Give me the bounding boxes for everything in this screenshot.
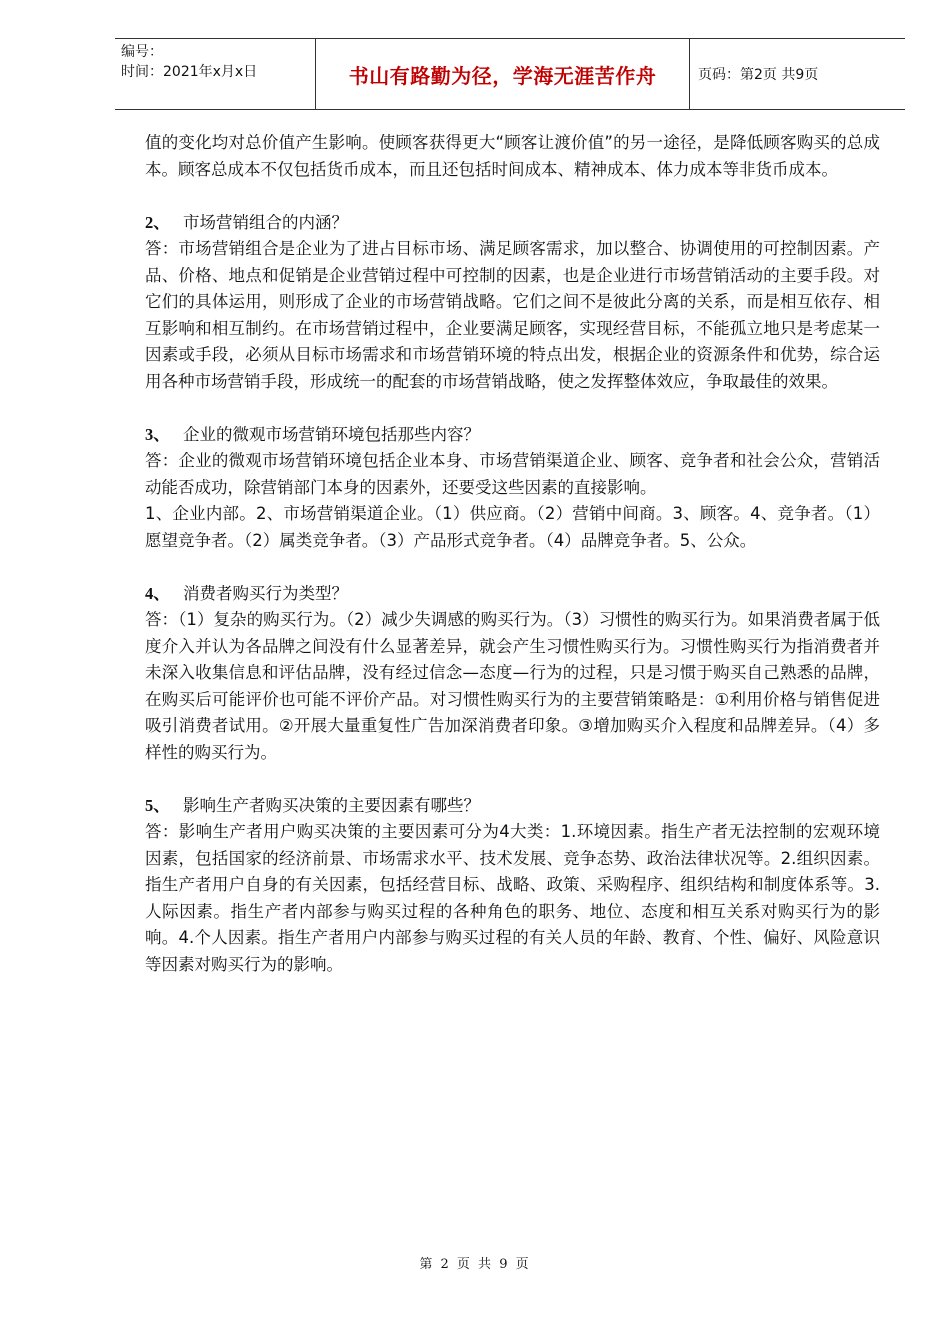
section-3	[145, 422, 880, 555]
answer-paragraph: 答：（1）复杂的购买行为。（2）减少失调感的购买行为。（3）习惯性的购买行为。如果消费者属于低度介入并认为各品牌之间没有什么显著差异，就会产生习惯性购买行为。习惯性购买行为指消费者并未深入收集信息和评估品牌，没有经过信念—态度—行为的过程，只是习惯于购买自己熟悉的品牌，在购买后可能评价也可能不评价产品。对习惯性购买行为的主要营销策略是：①利用价格与销售促进吸引消费者试用。②开展大量重复性广告加深消费者印象。③增加购买介入程度和品牌差异。（4）多样性的购买行为。	[145, 610, 880, 762]
header-motto: 书山有路勤为径，学海无涯苦作舟	[348, 63, 657, 88]
intro-paragraph: 值的变化均对总价值产生影响。使顾客获得更大“顾客让渡价值”的另一途径，是降低顾客购买的总成本。顾客总成本不仅包括货币成本，而且还包括时间成本、精神成本、体力成本等非货币成本。	[145, 133, 880, 179]
question-heading	[145, 581, 880, 608]
question-text: 消费者购买行为类型？	[183, 583, 348, 603]
section-5	[145, 793, 880, 979]
answer-paragraph: 1、企业内部。2、市场营销渠道企业。（1）供应商。（2）营销中间商。3、顾客。4、竞争者。（1）愿望竞争者。（2）属类竞争者。（3）产品形式竞争者。（4）品牌竞争者。5、公众。	[145, 504, 880, 550]
question-text: 市场营销组合的内涵？	[183, 212, 348, 232]
section-2	[145, 210, 880, 396]
header-number-label: 编号：	[121, 44, 163, 60]
question-text: 企业的微观市场营销环境包括那些内容？	[183, 424, 480, 444]
section-4	[145, 581, 880, 767]
question-number: 3、	[145, 424, 170, 444]
header-page-info: 页码：第2页 共9页	[698, 67, 819, 83]
question-number: 4、	[145, 583, 170, 603]
question-number: 2、	[145, 212, 170, 232]
question-heading	[145, 793, 880, 820]
header-motto-cell	[316, 39, 690, 109]
page-footer: 第 2 页 共 9 页	[419, 1257, 531, 1272]
document-body	[145, 130, 880, 978]
question-heading	[145, 422, 880, 449]
header-time-label: 时间：2021年x月x日	[121, 64, 258, 80]
header-meta-cell	[115, 39, 316, 109]
header-page-cell	[690, 39, 905, 109]
page-header	[115, 38, 905, 110]
question-heading	[145, 210, 880, 237]
question-number: 5、	[145, 795, 170, 815]
answer-paragraph: 答：影响生产者用户购买决策的主要因素可分为4大类：1.环境因素。指生产者无法控制的宏观环境因素，包括国家的经济前景、市场需求水平、技术发展、竞争态势、政治法律状况等。2.组织因素。指生产者用户自身的有关因素，包括经营目标、战略、政策、采购程序、组织结构和制度体系等。3.人际因素。指生产者内部参与购买过程的各种角色的职务、地位、态度和相互关系对购买行为的影响。4.个人因素。指生产者用户内部参与购买过程的有关人员的年龄、教育、个性、偏好、风险意识等因素对购买行为的影响。	[145, 822, 880, 974]
answer-paragraph: 答：企业的微观市场营销环境包括企业本身、市场营销渠道企业、顾客、竞争者和社会公众，营销活动能否成功，除营销部门本身的因素外，还要受这些因素的直接影响。	[145, 451, 880, 497]
question-text: 影响生产者购买决策的主要因素有哪些？	[183, 795, 480, 815]
answer-paragraph: 答：市场营销组合是企业为了进占目标市场、满足顾客需求，加以整合、协调使用的可控制因素。产品、价格、地点和促销是企业营销过程中可控制的因素，也是企业进行市场营销活动的主要手段。对它们的具体运用，则形成了企业的市场营销战略。它们之间不是彼此分离的关系，而是相互依存、相互影响和相互制约。在市场营销过程中，企业要满足顾客，实现经营目标，不能孤立地只是考虑某一因素或手段，必须从目标市场需求和市场营销环境的特点出发，根据企业的资源条件和优势，综合运用各种市场营销手段，形成统一的配套的市场营销战略，使之发挥整体效应，争取最佳的效果。	[145, 239, 880, 391]
